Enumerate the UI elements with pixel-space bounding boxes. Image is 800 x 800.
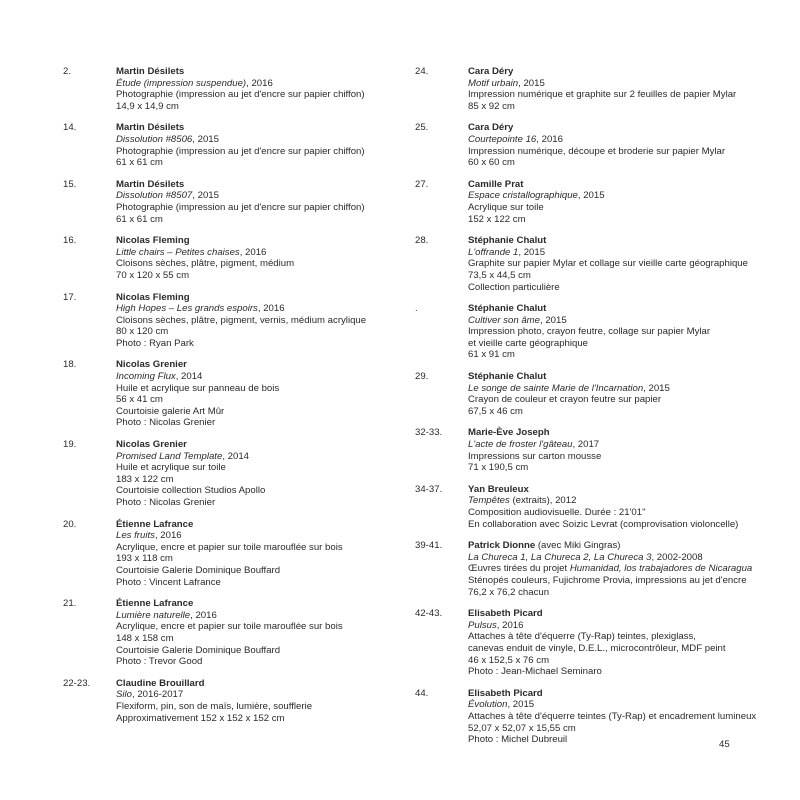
entry-number: 39-41. <box>415 540 443 552</box>
entry-number: 32-33. <box>415 427 443 439</box>
entry-number: 27. <box>415 178 429 190</box>
artist-line <box>116 519 403 531</box>
artist-name: Camille Prat <box>468 178 524 190</box>
entry-number: 20. <box>63 518 77 530</box>
artwork-year: , 2016 <box>536 133 563 145</box>
artwork-title: L'acte de froster l'gâteau <box>468 439 573 451</box>
catalog-entry <box>63 359 403 429</box>
artwork-detail: 67,5 x 46 cm <box>468 405 523 417</box>
entry-number: 34-37. <box>415 483 443 495</box>
artwork-title-line <box>468 383 775 395</box>
artwork-year: , 2014 <box>175 371 203 383</box>
artwork-title: Promised Land Template <box>116 450 223 462</box>
artist-name: Patrick Dionne <box>468 540 536 552</box>
artwork-title-line <box>468 552 775 564</box>
artist-name: Marie-Ève Joseph <box>468 427 550 439</box>
catalog-entry <box>415 179 775 225</box>
artist-name: Étienne Lafrance <box>116 518 194 530</box>
artwork-detail: 85 x 92 cm <box>468 100 515 112</box>
artwork-detail: Composition audiovisuelle. Durée : 21'01" <box>468 507 646 518</box>
artwork-detail: Courtoisie Galerie Dominique Bouffard <box>116 644 281 656</box>
artwork-title-line <box>468 620 775 632</box>
entry-body <box>116 66 403 112</box>
catalog-entry <box>415 122 775 168</box>
artist-line <box>468 540 775 552</box>
artwork-detail: Graphite sur papier Mylar et collage sur vieille carte géographique <box>468 258 748 270</box>
entry-body <box>116 292 403 350</box>
entry-number: 42-43. <box>415 608 443 620</box>
artist-name: Nicolas Fleming <box>116 291 190 303</box>
artwork-year: , 2017 <box>572 439 600 451</box>
artwork-year: , 2015 <box>192 133 219 145</box>
entry-number: 25. <box>415 122 429 134</box>
artist-name: Nicolas Fleming <box>116 235 190 247</box>
catalog-entry <box>63 235 403 281</box>
page-number: 45 <box>719 739 730 750</box>
artist-line <box>468 303 775 315</box>
entry-number: 22-23. <box>63 677 91 689</box>
artwork-title: Évolution <box>468 699 508 711</box>
artist-name: Stéphanie Chalut <box>468 371 547 383</box>
entry-body <box>116 179 403 225</box>
artwork-detail: Impression numérique, découpe et broderie sur papier Mylar <box>468 145 726 157</box>
entry-number: 24. <box>415 66 429 77</box>
catalog-entry <box>415 371 775 417</box>
artist-line <box>468 66 775 78</box>
artwork-title: High Hopes – Les grands espoirs <box>116 303 258 315</box>
artwork-year: , 2002-2008 <box>651 551 703 563</box>
project-prefix: Œuvres tirées du projet <box>468 563 570 575</box>
artwork-detail: Attaches à tête d'équerre teintes (Ty-Rap) et encadrement lumineux <box>468 710 757 722</box>
artwork-detail: Courtoisie Galerie Dominique Bouffard <box>116 564 281 576</box>
artwork-detail: Flexiform, pin, son de maïs, lumière, soufflerie <box>116 700 313 712</box>
artist-line <box>116 678 403 690</box>
entry-number: . <box>415 303 418 315</box>
artwork-detail: Photographie (impression au jet d'encre sur papier chiffon) <box>116 89 365 101</box>
artwork-title-line <box>468 190 775 202</box>
artwork-title-line <box>468 315 775 327</box>
artwork-title-line <box>116 689 403 701</box>
artwork-year: , 2015 <box>192 190 219 202</box>
entry-body <box>468 484 775 530</box>
artwork-detail: 80 x 120 cm <box>116 326 169 338</box>
catalog-entry <box>63 66 403 112</box>
artwork-detail: 60 x 60 cm <box>468 157 515 169</box>
artist-line <box>468 179 775 191</box>
entry-body <box>116 359 403 429</box>
entry-body <box>116 519 403 589</box>
entry-number: 16. <box>63 235 77 247</box>
entry-number: 28. <box>415 235 429 247</box>
artist-line <box>468 427 775 439</box>
artwork-title-line <box>116 530 403 542</box>
artwork-year: , 2016 <box>239 246 267 258</box>
artwork-year: , 2016 <box>154 530 182 542</box>
artwork-project-line <box>468 563 775 575</box>
artwork-year: , 2016-2017 <box>132 689 184 701</box>
artwork-title: Motif urbain <box>468 77 519 89</box>
left-column <box>63 66 403 734</box>
entry-body <box>468 122 775 168</box>
artwork-year: , 2016 <box>257 303 285 315</box>
entry-number: 44. <box>415 687 429 699</box>
artwork-title: Lumière naturelle <box>116 609 191 621</box>
catalog-entry <box>63 678 403 724</box>
artwork-detail: 148 x 158 cm <box>116 632 174 644</box>
artwork-title-line <box>116 451 403 463</box>
artwork-detail: et vieille carte géographique <box>468 337 589 349</box>
artist-name: Cara Déry <box>468 122 514 134</box>
artwork-detail: En collaboration avec Soizic Levrat (comprovisation violoncelle) <box>468 518 739 530</box>
artwork-detail: Photo : Vincent Lafrance <box>116 576 221 588</box>
entry-number: 21. <box>63 598 77 610</box>
artwork-detail: Photo : Trevor Good <box>116 656 203 668</box>
artwork-title: Courtepointe 16 <box>468 133 537 145</box>
artwork-detail: 61 x 61 cm <box>116 213 163 225</box>
entry-body <box>468 179 775 225</box>
artwork-detail: 193 x 118 cm <box>116 553 173 565</box>
artist-line <box>116 359 403 371</box>
entry-number: 2. <box>63 66 72 77</box>
artwork-title-line <box>116 610 403 622</box>
artwork-title-line <box>468 247 775 259</box>
artwork-title-line <box>468 134 775 146</box>
right-column <box>415 66 775 756</box>
artwork-detail: 14,9 x 14,9 cm <box>116 100 179 112</box>
artwork-title: La Chureca 1, La Chureca 2, La Chureca 3 <box>468 551 652 563</box>
artwork-detail: 76,2 x 76,2 chacun <box>468 586 550 598</box>
artist-line <box>116 66 403 78</box>
artwork-title: Dissolution #8507 <box>116 190 193 202</box>
artist-line <box>468 371 775 383</box>
catalog-entry <box>63 598 403 668</box>
artist-name: Stéphanie Chalut <box>468 303 547 315</box>
entry-body <box>116 122 403 168</box>
catalog-entry <box>415 608 775 678</box>
artwork-title-line <box>116 78 403 90</box>
artwork-detail: Impression numérique et graphite sur 2 feuilles de papier Mylar <box>468 89 737 101</box>
artwork-detail: Sténopés couleurs, Fujichrome Provia, impressions au jet d'encre <box>468 574 747 586</box>
artist-name: Martin Désilets <box>116 122 185 134</box>
catalog-entry <box>415 688 775 746</box>
artist-name: Elisabeth Picard <box>468 608 543 620</box>
artist-line <box>116 439 403 451</box>
entry-number: 14. <box>63 122 77 134</box>
artwork-detail: Collection particulière <box>468 281 560 293</box>
catalog-entry <box>63 519 403 589</box>
artwork-year: , 2015 <box>577 190 605 202</box>
artist-name: Étienne Lafrance <box>116 598 194 610</box>
artwork-detail: Courtoisie collection Studios Apollo <box>116 485 266 497</box>
catalog-entry <box>415 303 775 361</box>
artist-name: Stéphanie Chalut <box>468 235 547 247</box>
artist-line <box>116 235 403 247</box>
artwork-detail: 73,5 x 44,5 cm <box>468 269 531 281</box>
artwork-title-line <box>116 190 403 202</box>
artist-line <box>116 179 403 191</box>
artwork-year: , 2016 <box>246 77 273 89</box>
artwork-year: , 2015 <box>643 382 670 394</box>
artwork-detail: Approximativement 152 x 152 x 152 cm <box>116 712 285 724</box>
artwork-title: Cultiver son âme <box>468 314 540 326</box>
catalog-entry <box>415 427 775 473</box>
entry-body <box>468 303 775 361</box>
artist-name: Yan Breuleux <box>468 483 529 495</box>
artwork-title: Les fruits <box>116 530 155 542</box>
artwork-year: , 2014 <box>222 450 249 462</box>
artwork-title-line <box>468 699 775 711</box>
artwork-year: , 2016 <box>190 609 217 621</box>
catalog-entry <box>63 122 403 168</box>
artwork-year: (extraits), 2012 <box>509 495 577 507</box>
artwork-detail: Photo : Nicolas Grenier <box>116 497 216 508</box>
artwork-detail: Impression photo, crayon feutre, collage sur papier Mylar <box>468 326 711 338</box>
artist-line <box>116 122 403 134</box>
artwork-title: Little chairs – Petites chaises <box>116 246 240 258</box>
artwork-detail: Photo : Nicolas Grenier <box>116 417 216 429</box>
entry-number: 19. <box>63 439 77 451</box>
artist-name: Martin Désilets <box>116 66 185 77</box>
artwork-year: , 2016 <box>496 619 524 631</box>
artwork-title-line <box>116 303 403 315</box>
artwork-title-line <box>116 371 403 383</box>
artwork-detail: Courtoisie galerie Art Mûr <box>116 405 225 417</box>
artwork-title: Étude (impression suspendue) <box>116 77 247 89</box>
artist-line <box>468 608 775 620</box>
entry-body <box>116 235 403 281</box>
entry-body <box>116 439 403 509</box>
artwork-detail: Acrylique, encre et papier sur toile marouflée sur bois <box>116 621 343 633</box>
artwork-detail: Photographie (impression au jet d'encre sur papier chiffon) <box>116 145 365 157</box>
artwork-title: Espace cristallographique <box>468 190 578 202</box>
entry-body <box>468 608 775 678</box>
artist-collaborator: (avec Miki Gingras) <box>535 540 621 552</box>
artwork-detail: 61 x 61 cm <box>116 157 163 169</box>
artwork-title-line <box>468 78 775 90</box>
catalog-entry <box>415 484 775 530</box>
artwork-title-line <box>116 247 403 259</box>
artist-name: Martin Désilets <box>116 178 185 190</box>
artist-name: Nicolas Grenier <box>116 359 187 371</box>
catalog-entry <box>63 292 403 350</box>
entry-body <box>468 540 775 598</box>
entry-body <box>468 235 775 293</box>
artwork-detail: 52,07 x 52,07 x 15,55 cm <box>468 722 576 734</box>
entry-body <box>116 598 403 668</box>
artwork-detail: Cloisons sèches, plâtre, pigment, médium <box>116 258 295 270</box>
artwork-title: Dissolution #8506 <box>116 133 193 145</box>
artist-line <box>116 598 403 610</box>
artwork-title: Silo <box>116 689 132 701</box>
artwork-detail: Huile et acrylique sur toile <box>116 462 226 474</box>
artist-line <box>116 292 403 304</box>
artist-name: Nicolas Grenier <box>116 439 187 451</box>
artwork-title: Le songe de sainte Marie de l'Incarnation <box>468 382 644 394</box>
artwork-detail: Cloisons sèches, plâtre, pigment, vernis, médium acrylique <box>116 314 367 326</box>
artwork-detail: Photo : Jean-Michael Seminaro <box>468 666 602 678</box>
artwork-detail: Attaches à tête d'équerre (Ty-Rap) teintes, plexiglass, <box>468 631 696 643</box>
artwork-detail: Acrylique, encre et papier sur toile marouflée sur bois <box>116 541 343 553</box>
artwork-detail: 71 x 190,5 cm <box>468 462 529 474</box>
catalog-entry <box>63 179 403 225</box>
entry-body <box>468 371 775 417</box>
artwork-title: Tempêtes <box>468 495 510 507</box>
artwork-year: , 2015 <box>539 314 567 326</box>
catalog-entry <box>63 439 403 509</box>
project-title: Humanidad, los trabajadores de Nicaragua <box>569 563 753 575</box>
artist-name: Cara Déry <box>468 66 514 77</box>
artist-line <box>468 235 775 247</box>
artwork-title-line <box>468 439 775 451</box>
artwork-year: , 2015 <box>518 246 546 258</box>
entry-number: 29. <box>415 371 429 383</box>
artwork-detail: 70 x 120 x 55 cm <box>116 269 190 281</box>
artist-line <box>468 688 775 700</box>
artwork-detail: Photographie (impression au jet d'encre sur papier chiffon) <box>116 201 365 213</box>
entry-body <box>468 66 775 112</box>
artwork-detail: Photo : Ryan Park <box>116 337 194 349</box>
artist-line <box>468 122 775 134</box>
artwork-detail: Crayon de couleur et crayon feutre sur papier <box>468 394 662 406</box>
artwork-detail: Acrylique sur toile <box>468 201 544 213</box>
artist-name: Elisabeth Picard <box>468 687 543 699</box>
artwork-title: Pulsus <box>468 619 497 631</box>
entry-body <box>116 678 403 724</box>
artwork-year: , 2015 <box>518 77 545 89</box>
entry-body <box>468 427 775 473</box>
artwork-detail: Impressions sur carton mousse <box>468 450 602 462</box>
catalog-entry <box>415 540 775 598</box>
artwork-detail: 56 x 41 cm <box>116 394 163 406</box>
artwork-detail: canevas enduit de vinyle, D.E.L., microcontrôleur, MDF peint <box>468 642 726 654</box>
entry-number: 17. <box>63 291 77 303</box>
artwork-title-line <box>116 134 403 146</box>
artwork-detail: Photo : Michel Dubreuil <box>468 734 568 746</box>
catalog-entry <box>415 235 775 293</box>
entry-number: 18. <box>63 359 77 371</box>
entry-number: 15. <box>63 178 77 190</box>
artist-line <box>468 484 775 496</box>
artwork-title: Incoming Flux <box>116 371 176 383</box>
artwork-title: L'offrande 1 <box>468 246 519 258</box>
artwork-detail: 46 x 152,5 x 76 cm <box>468 654 550 666</box>
catalog-entry <box>415 66 775 112</box>
artwork-title-line <box>468 495 775 507</box>
artwork-detail: Huile et acrylique sur panneau de bois <box>116 382 280 394</box>
artwork-detail: 152 x 122 cm <box>468 213 526 225</box>
artwork-year: , 2015 <box>507 699 535 711</box>
entry-body <box>468 688 775 746</box>
artist-name: Claudine Brouillard <box>116 677 205 689</box>
artwork-detail: 183 x 122 cm <box>116 473 174 485</box>
artwork-detail: 61 x 91 cm <box>468 349 515 361</box>
